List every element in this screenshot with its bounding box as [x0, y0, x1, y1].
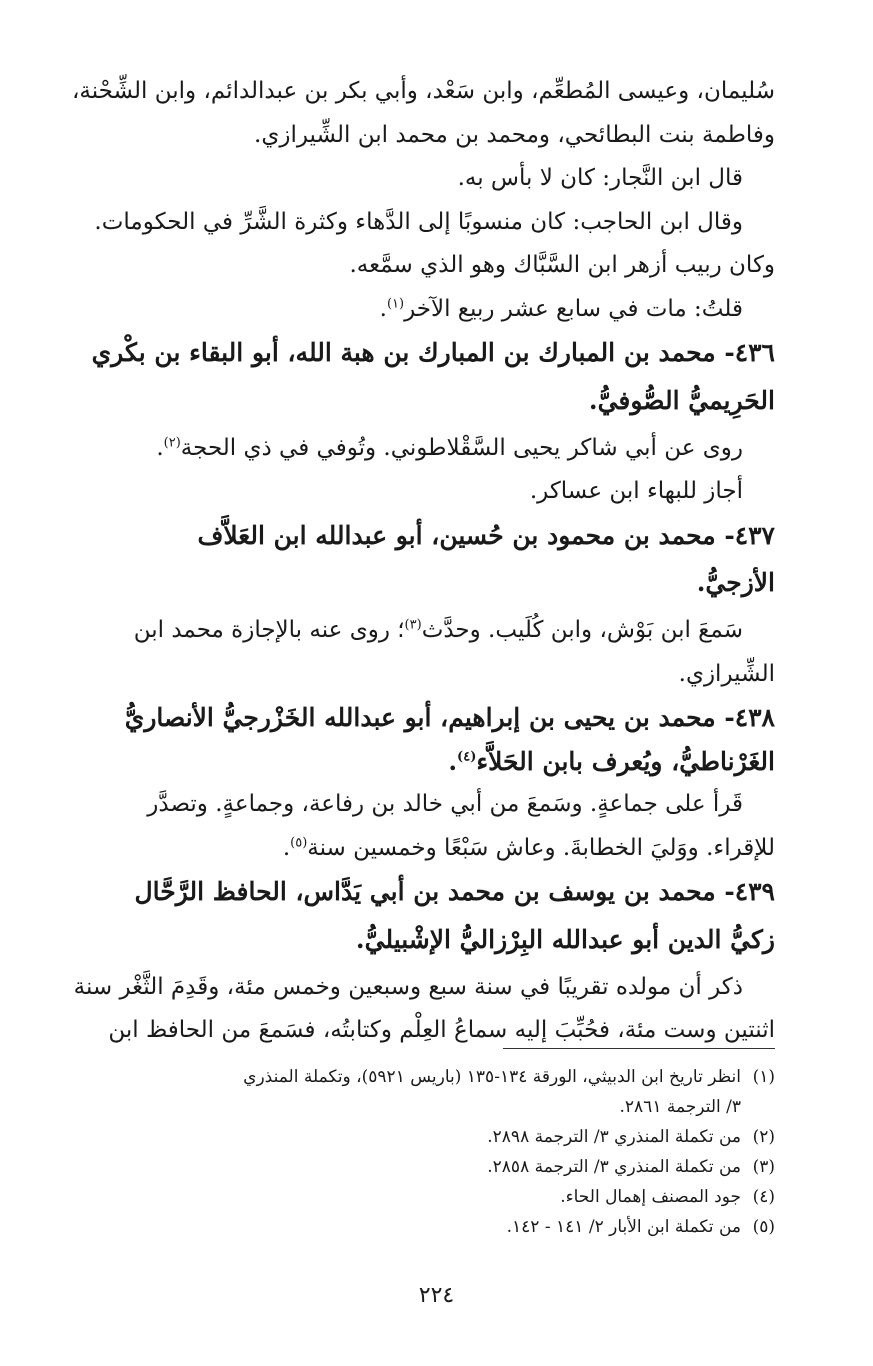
footnote-marker: (٤)	[457, 749, 477, 765]
text-line: قال ابن النَّجار: كان لا بأس به.	[457, 165, 743, 191]
text-line: ذكر أن مولده تقريبًا في سنة سبع وسبعين وخمس مئة، وقَدِمَ الثَّغْر سنة	[73, 973, 743, 1000]
text-line: للإقراء. ووَليَ الخطابةَ. وعاش سَبْعًا وخمسين سنة$^{(٥)}$.	[282, 834, 775, 861]
footnote-marker: (٥)	[290, 834, 308, 850]
text-line: الشِّيرازي.	[678, 660, 775, 687]
footnote-marker: (١)	[386, 295, 405, 311]
entry-heading-436: ٤٣٦- محمد بن المبارك بن المبارك بن هبة الله، أبو البقاء بن بكْري	[91, 338, 775, 367]
footnote-item	[30, 1182, 775, 1212]
footnote-item	[30, 1062, 775, 1092]
footnote-item	[30, 1212, 775, 1242]
entry-heading-438: ٤٣٨- محمد بن يحيى بن إبراهيم، أبو عبدالله الخَزْرجيُّ الأنصاريُّ	[124, 703, 775, 732]
page-number: ٢٢٤	[418, 1283, 455, 1308]
footnote-number: (٣)	[752, 1157, 775, 1177]
footnote-text: انظر تاريخ ابن الدبيثي، الورقة ١٣٤-١٣٥ (باريس ٥٩٢١)، وتكملة المنذري	[243, 1067, 741, 1087]
entry-heading-439: ٤٣٩- محمد بن يوسف بن محمد بن أبي يَدَّاس، الحافظ الرَّحَّال	[134, 877, 775, 906]
footnote-number: (٤)	[752, 1187, 775, 1207]
footnote-number: (٢)	[752, 1127, 775, 1147]
text-line: وكان ربيب أزهر ابن السَّبَّاك وهو الذي سمَّعه.	[349, 252, 775, 278]
entry-heading-438-cont: الغَرْناطيُّ، ويُعرف بابن الحَلاَّء$^{(٤)}$.	[448, 746, 775, 776]
entry-heading-436-cont: الحَرِيميُّ الصُّوفيُّ.	[588, 385, 775, 415]
footnote-text: جود المصنف إهمال الحاء.	[560, 1187, 741, 1207]
footnote-text: من تكملة ابن الأبار ٢/ ١٤١ - ١٤٢.	[506, 1217, 741, 1237]
text-line: روى عن أبي شاكر يحيى السَّقْلاطوني. وتُوفي في ذي الحجة$^{(٢)}$.	[156, 434, 743, 461]
footnote-divider	[503, 1048, 775, 1049]
entry-heading-437: ٤٣٧- محمد بن محمود بن حُسين، أبو عبدالله ابن العَلاَّف	[197, 520, 775, 550]
footnote-text: من تكملة المنذري ٣/ الترجمة ٢٨٥٨.	[487, 1157, 741, 1177]
entry-heading-439-cont: زكيُّ الدين أبو عبدالله البِرْزاليُّ الإشْبيليُّ.	[355, 924, 775, 954]
footnote-marker: (٣)	[404, 617, 422, 633]
text-line: اثنتين وست مئة، فحُبِّبَ إليه سماعُ العِلْم وكتابتُه، فسَمعَ من الحافظ ابن	[108, 1017, 775, 1043]
footnote-item	[30, 1122, 775, 1152]
text-line: سُليمان، وعيسى المُطعِّم، وابن سَعْد، وأبي بكر بن عبدالدائم، وابن الشِّحْنة،	[71, 78, 775, 104]
text-line: أجاز للبهاء ابن عساكر.	[529, 478, 743, 504]
footnote-text: من تكملة المنذري ٣/ الترجمة ٢٨٩٨.	[487, 1127, 741, 1147]
footnote-number: (١)	[752, 1067, 775, 1087]
main-text	[30, 70, 775, 1053]
text-line: قَرأ على جماعةٍ. وسَمعَ من أبي خالد بن رفاعة، وجماعةٍ. وتصدَّر	[147, 791, 743, 817]
footnote-continuation: ٣/ الترجمة ٢٨٦١.	[619, 1097, 741, 1117]
footnote-marker: (٢)	[163, 434, 181, 450]
text-line: قلتُ: مات في سابع عشر ربيع الآخر$^{(١)}$.	[379, 295, 743, 322]
entry-heading-437-cont: الأزجيُّ.	[696, 568, 775, 597]
footnote-item	[30, 1152, 775, 1182]
text-line: وقال ابن الحاجب: كان منسوبًا إلى الدَّهاء وكثرة الشَّرِّ في الحكومات.	[94, 208, 743, 235]
footnote-number: (٥)	[752, 1217, 775, 1237]
text-line: وفاطمة بنت البطائحي، ومحمد بن محمد ابن الشِّيرازي.	[254, 121, 775, 148]
footnotes	[30, 1062, 775, 1242]
text-line: سَمعَ ابن بَوْش، وابن كُلَيب. وحدَّث$^{(٣)}$؛ روى عنه بالإجازة محمد ابن	[133, 617, 743, 643]
